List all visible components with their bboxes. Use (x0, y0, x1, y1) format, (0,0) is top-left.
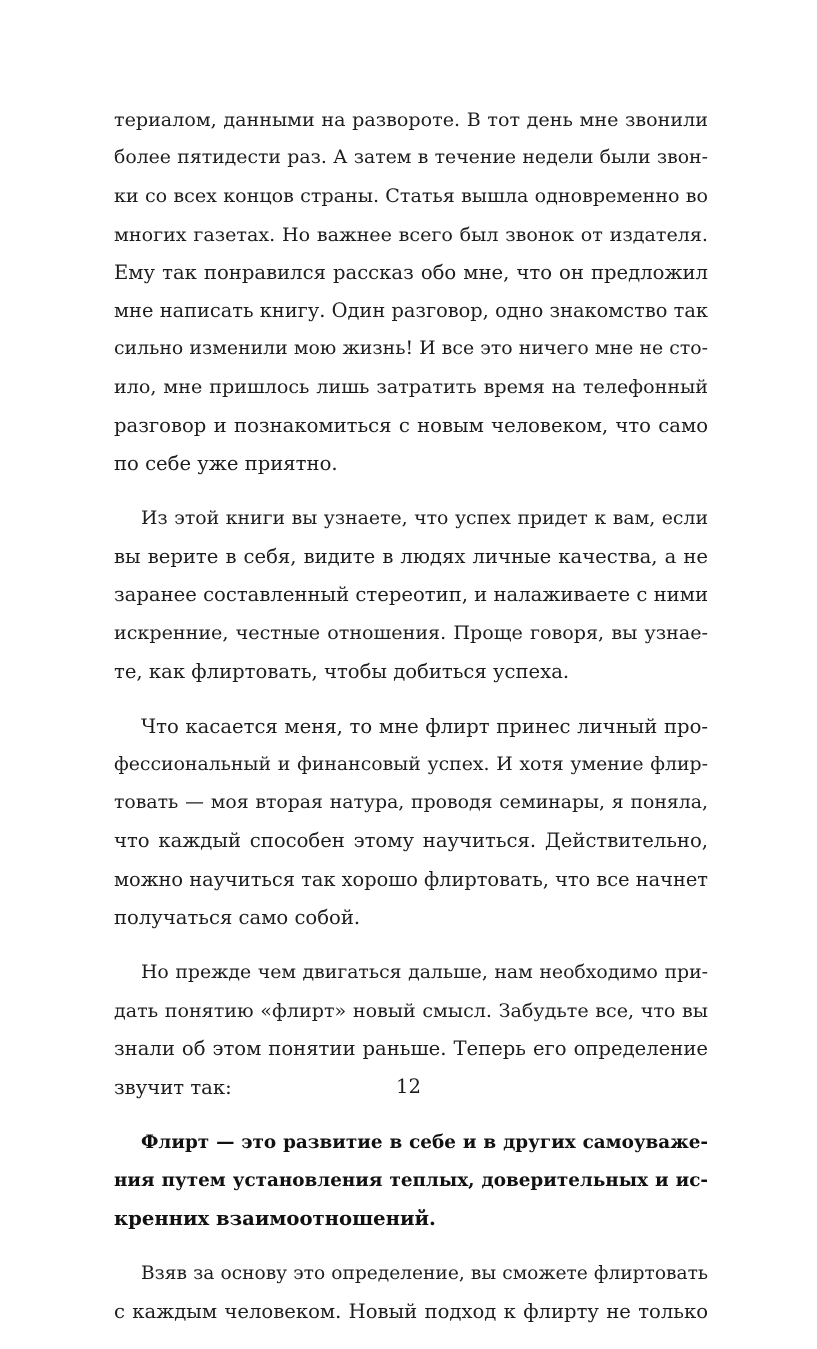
definition-paragraph (114, 1124, 708, 1239)
text-line: звучит так: (114, 1075, 232, 1099)
text-line: ки со всех концов страны. Статья вышла одновременно во (114, 184, 708, 208)
text-line: товать — моя вторая натура, проводя семинары, я поняла, (114, 792, 708, 814)
text-line: те, как флиртовать, чтобы добиться успеха. (114, 659, 570, 683)
text-line: получаться само собой. (114, 905, 361, 929)
text-line: фессиональный и финансовый успех. И хотя умение флир- (114, 754, 708, 775)
text-line: заранее составленный стереотип, и налаживаете с ними (114, 583, 708, 607)
text-line: что каждый способен этому научиться. Действительно, (114, 829, 708, 853)
text-line: разговор и познакомиться с новым человеком, что само (114, 413, 708, 437)
text-line: Что касается меня, то мне флирт принес личный про- (141, 714, 708, 738)
paragraph-1 (114, 101, 708, 483)
paragraph-3 (114, 708, 708, 937)
text-line: ния путем установления теплых, доверительных и ис- (114, 1169, 708, 1191)
text-line: Взяв за основу это определение, вы сможете флиртовать (141, 1263, 708, 1285)
text-line: сильно изменили мою жизнь! И все это ничего мне не сто- (114, 338, 708, 360)
text-line: Ему так понравился рассказ обо мне, что он предложил (114, 260, 708, 284)
text-line: вы верите в себя, видите в людях личные качества, а не (114, 545, 708, 569)
text-line: мне написать книгу. Один разговор, одно знакомство так (114, 298, 708, 322)
text-line: с каждым человеком. Новый подход к флирту не только (114, 1300, 708, 1324)
text-line: кренних взаимоотношений. (114, 1207, 436, 1231)
text-line: ило, мне пришлось лишь затратить время на телефонный (114, 375, 708, 399)
page-number: 12 (396, 1075, 421, 1098)
body-text (114, 101, 708, 1349)
text-line: по себе уже приятно. (114, 451, 338, 475)
text-line: Из этой книги вы узнаете, что успех придет к вам, если (141, 507, 708, 529)
text-line: Но прежде чем двигаться дальше, нам необходимо при- (141, 961, 708, 983)
text-line: дать понятию «флирт» новый смысл. Забудьте все, что вы (114, 999, 708, 1023)
text-line: териалом, данными на развороте. В тот день мне звонили (114, 108, 708, 131)
text-line: Флирт — это развитие в себе и в других самоуваже- (141, 1131, 708, 1153)
text-line: многих газетах. Но важнее всего был звонок от издателя. (114, 222, 708, 246)
text-line: знали об этом понятии раньше. Теперь его определение (114, 1037, 708, 1061)
paragraph-6 (114, 1255, 708, 1331)
text-line: искренние, честные отношения. Проще говоря, вы узнае- (114, 621, 708, 645)
text-line: можно научиться так хорошо флиртовать, что все начнет (114, 867, 708, 891)
paragraph-2 (114, 500, 708, 691)
text-line: более пятидести раз. А затем в течение недели были звон- (114, 147, 708, 169)
